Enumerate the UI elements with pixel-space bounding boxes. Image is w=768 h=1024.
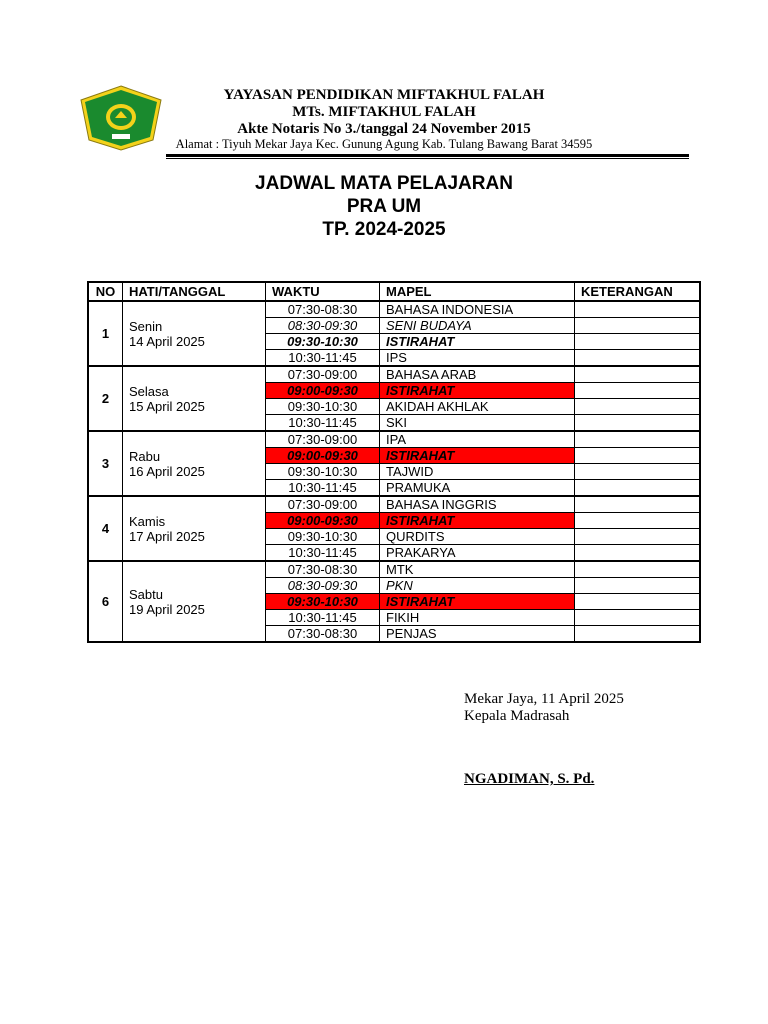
subject-cell: IPS [380, 350, 575, 367]
note-cell [575, 366, 701, 383]
note-cell [575, 431, 701, 448]
col-header-subject: MAPEL [380, 282, 575, 301]
note-cell [575, 301, 701, 318]
day-date-cell [123, 366, 266, 431]
subject-cell: SENI BUDAYA [380, 318, 575, 334]
subject-cell: ISTIRAHAT [380, 594, 575, 610]
time-cell: 08:30-09:30 [266, 318, 380, 334]
time-cell: 10:30-11:45 [266, 415, 380, 432]
note-cell [575, 529, 701, 545]
time-cell: 07:30-09:00 [266, 366, 380, 383]
day-number: 3 [88, 431, 123, 496]
time-cell: 09:30-10:30 [266, 594, 380, 610]
subject-cell: BAHASA INGGRIS [380, 496, 575, 513]
subject-cell: PRAKARYA [380, 545, 575, 562]
time-cell: 10:30-11:45 [266, 350, 380, 367]
note-cell [575, 350, 701, 367]
school-year: TP. 2024-2025 [322, 219, 446, 240]
schedule-table [87, 281, 701, 643]
time-cell: 09:30-10:30 [266, 334, 380, 350]
note-cell [575, 383, 701, 399]
day-date: 16 April 2025 [129, 463, 205, 479]
table-row [88, 496, 700, 513]
subject-cell: AKIDAH AKHLAK [380, 399, 575, 415]
subject-cell: PKN [380, 578, 575, 594]
subject-cell: BAHASA INDONESIA [380, 301, 575, 318]
table-row [88, 366, 700, 383]
principal-name: NGADIMAN, S. Pd. [464, 771, 595, 787]
note-cell [575, 513, 701, 529]
day-name: Rabu [129, 448, 161, 464]
time-cell: 07:30-08:30 [266, 626, 380, 643]
table-row [88, 561, 700, 578]
day-name: Kamis [129, 513, 166, 529]
subject-cell: IPA [380, 431, 575, 448]
header-rule-thin [166, 158, 689, 159]
time-cell: 09:30-10:30 [266, 529, 380, 545]
time-cell: 09:30-10:30 [266, 464, 380, 480]
time-cell: 09:00-09:30 [266, 513, 380, 529]
subject-cell: MTK [380, 561, 575, 578]
note-cell [575, 561, 701, 578]
note-cell [575, 334, 701, 350]
day-name: Selasa [129, 383, 169, 399]
time-cell: 09:30-10:30 [266, 399, 380, 415]
time-cell: 07:30-08:30 [266, 301, 380, 318]
time-cell: 10:30-11:45 [266, 545, 380, 562]
sign-place-date: Mekar Jaya, 11 April 2025 [464, 691, 624, 707]
note-cell [575, 545, 701, 562]
note-cell [575, 610, 701, 626]
time-cell: 07:30-08:30 [266, 561, 380, 578]
note-cell [575, 448, 701, 464]
time-cell: 07:30-09:00 [266, 496, 380, 513]
day-date-cell [123, 561, 266, 642]
col-header-day: HATI/TANGGAL [123, 282, 266, 301]
day-date: 14 April 2025 [129, 333, 205, 349]
subject-cell: ISTIRAHAT [380, 383, 575, 399]
day-date-cell [123, 496, 266, 561]
table-row [88, 431, 700, 448]
day-number: 1 [88, 301, 123, 366]
subject-cell: PRAMUKA [380, 480, 575, 497]
subject-cell: TAJWID [380, 464, 575, 480]
note-cell [575, 318, 701, 334]
note-cell [575, 415, 701, 432]
school-logo [79, 84, 163, 152]
note-cell [575, 578, 701, 594]
day-number: 2 [88, 366, 123, 431]
table-header-row [88, 282, 700, 301]
sign-position: Kepala Madrasah [464, 708, 570, 724]
table-row [88, 301, 700, 318]
day-number: 6 [88, 561, 123, 642]
header-rule-thick [166, 154, 689, 157]
note-cell [575, 626, 701, 643]
day-date: 15 April 2025 [129, 398, 205, 414]
subject-cell: SKI [380, 415, 575, 432]
subject-cell: PENJAS [380, 626, 575, 643]
day-date: 17 April 2025 [129, 528, 205, 544]
col-header-note: KETERANGAN [575, 282, 701, 301]
day-date-cell [123, 301, 266, 366]
day-date-cell [123, 431, 266, 496]
school-address: Alamat : Tiyuh Mekar Jaya Kec. Gunung Agung Kab. Tulang Bawang Barat 34595 [175, 137, 593, 151]
note-cell [575, 496, 701, 513]
doc-title: JADWAL MATA PELAJARAN [255, 173, 513, 194]
note-cell [575, 464, 701, 480]
col-header-no: NO [88, 282, 123, 301]
time-cell: 10:30-11:45 [266, 610, 380, 626]
subject-cell: BAHASA ARAB [380, 366, 575, 383]
time-cell: 10:30-11:45 [266, 480, 380, 497]
time-cell: 07:30-09:00 [266, 431, 380, 448]
day-number: 4 [88, 496, 123, 561]
subject-cell: ISTIRAHAT [380, 448, 575, 464]
time-cell: 09:00-09:30 [266, 383, 380, 399]
subject-cell: ISTIRAHAT [380, 334, 575, 350]
note-cell [575, 399, 701, 415]
doc-subtitle: PRA UM [346, 196, 422, 217]
school-name: MTs. MIFTAKHUL FALAH [292, 104, 476, 120]
subject-cell: FIKIH [380, 610, 575, 626]
day-name: Senin [129, 318, 163, 334]
subject-cell: QURDITS [380, 529, 575, 545]
notary-info: Akte Notaris No 3./tanggal 24 November 2015 [237, 121, 531, 137]
foundation-name: YAYASAN PENDIDIKAN MIFTAKHUL FALAH [223, 87, 545, 103]
time-cell: 09:00-09:30 [266, 448, 380, 464]
note-cell [575, 480, 701, 497]
day-name: Sabtu [129, 586, 163, 602]
col-header-time: WAKTU [266, 282, 380, 301]
subject-cell: ISTIRAHAT [380, 513, 575, 529]
day-date: 19 April 2025 [129, 601, 205, 617]
note-cell [575, 594, 701, 610]
time-cell: 08:30-09:30 [266, 578, 380, 594]
